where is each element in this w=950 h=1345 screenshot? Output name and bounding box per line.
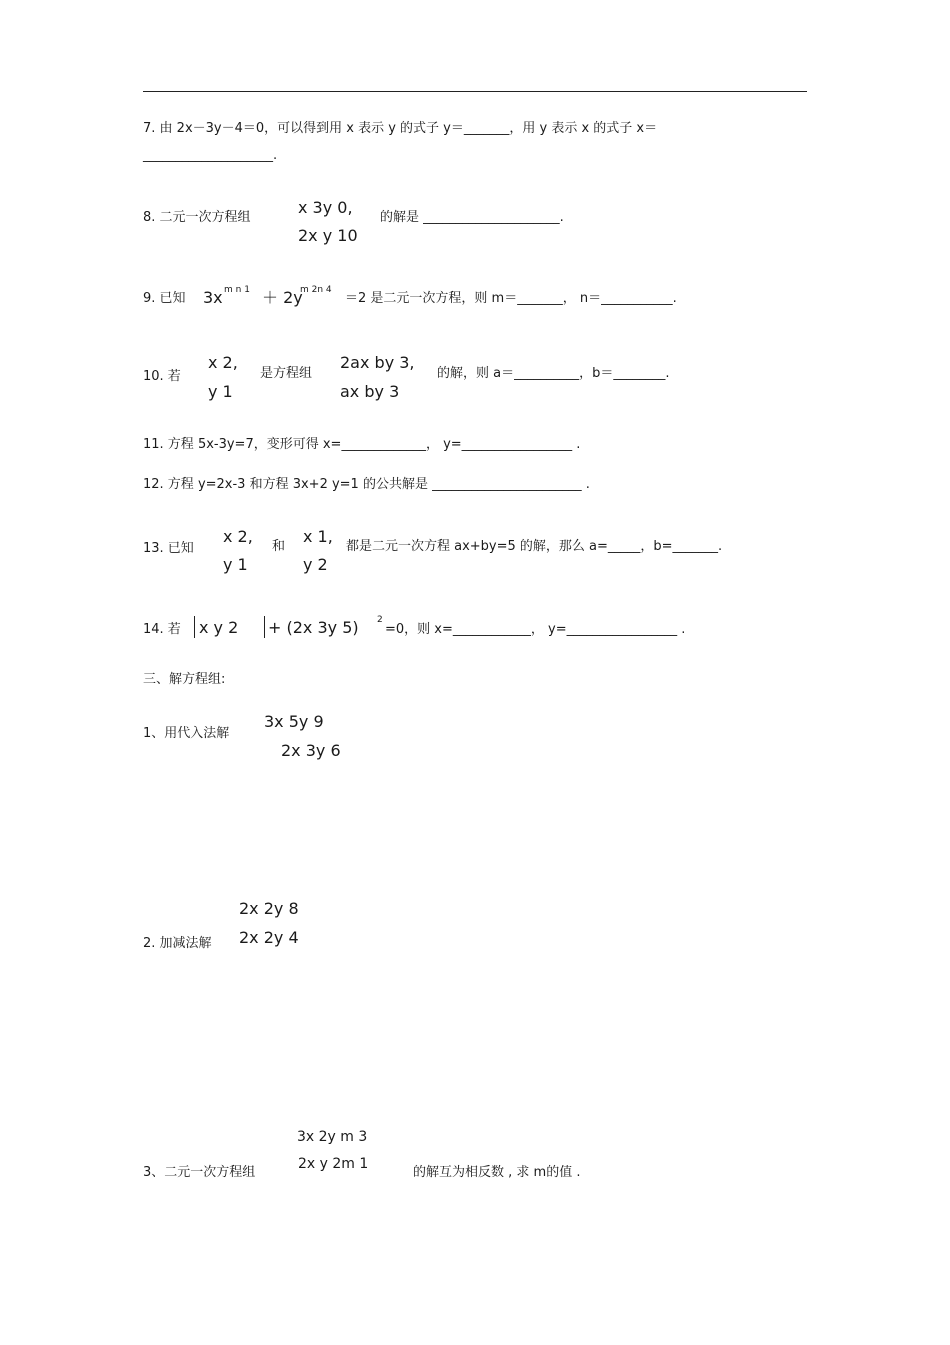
question-7-line2: ____________________. <box>143 148 278 163</box>
question-9-exponent-2: m 2n 4 <box>300 285 332 295</box>
absolute-value-bar-right <box>264 616 265 638</box>
question-13-solution-a-x: x 2, <box>223 527 253 546</box>
problem-1-equation-1: 3x 5y 9 <box>264 712 324 731</box>
question-10-prefix: 10. 若 <box>143 369 181 384</box>
question-10-solution-x: x 2, <box>208 353 238 372</box>
question-13-solution-b-x: x 1, <box>303 527 333 546</box>
question-8-suffix: 的解是 _____________________. <box>380 210 564 225</box>
question-13-solution-b-y: y 2 <box>303 555 328 574</box>
question-14-absolute-content: x y 2 <box>199 618 239 637</box>
question-13-solution-a-y: y 1 <box>223 555 248 574</box>
section-3-title: 三、解方程组: <box>143 672 226 687</box>
question-9-suffix: ＝2 是二元一次方程，则 m＝_______， n＝___________. <box>345 291 677 306</box>
problem-1-label: 1、用代入法解 <box>143 726 230 741</box>
question-14-square-term: + (2x 3y 5) <box>268 618 359 637</box>
question-9-term-1: 3x <box>203 288 223 307</box>
question-13-suffix: 都是二元一次方程 ax+by=5 的解，那么 a=_____，b=_______. <box>346 539 723 554</box>
problem-1-equation-2: 2x 3y 6 <box>281 741 341 760</box>
problem-3-equation-2: 2x y 2m 1 <box>298 1156 369 1172</box>
question-14-suffix: =0，则 x=____________， y=_________________ . <box>385 622 686 637</box>
question-13-and: 和 <box>272 539 286 554</box>
question-8-equation-1: x 3y 0, <box>298 198 353 217</box>
question-10-suffix: 的解，则 a＝__________，b＝________. <box>437 366 670 381</box>
problem-2-equation-2: 2x 2y 4 <box>239 928 299 947</box>
question-13-prefix: 13. 已知 <box>143 541 194 556</box>
question-8-equation-2: 2x y 10 <box>298 226 358 245</box>
question-12: 12. 方程 y=2x-3 和方程 3x+2 y=1 的公共解是 _______________________ . <box>143 477 590 492</box>
question-8-prefix: 8. 二元一次方程组 <box>143 210 251 225</box>
problem-2-equation-1: 2x 2y 8 <box>239 899 299 918</box>
question-9-exponent-1: m n 1 <box>224 285 250 295</box>
question-14-prefix: 14. 若 <box>143 622 181 637</box>
problem-3-equation-1: 3x 2y m 3 <box>297 1129 368 1145</box>
question-7-line1: 7. 由 2x－3y－4＝0，可以得到用 x 表示 y 的式子 y＝_______，用 y 表示 x 的式子 x＝ <box>143 121 658 136</box>
question-9-term-2: ＋ 2y <box>262 288 303 307</box>
problem-3-suffix: 的解互为相反数 , 求 m的值 . <box>413 1165 581 1180</box>
problem-3-label: 3、二元一次方程组 <box>143 1165 256 1180</box>
question-10-middle: 是方程组 <box>260 366 313 381</box>
header-rule <box>143 91 807 92</box>
question-10-system-2: ax by 3 <box>340 382 400 401</box>
problem-2-label: 2. 加减法解 <box>143 936 212 951</box>
absolute-value-bar-left <box>194 616 195 638</box>
question-9-prefix: 9. 已知 <box>143 291 186 306</box>
question-10-system-1: 2ax by 3, <box>340 353 415 372</box>
question-10-solution-y: y 1 <box>208 382 233 401</box>
question-14-exponent: 2 <box>377 615 383 625</box>
question-11: 11. 方程 5x-3y=7，变形可得 x=_____________， y=_________________ . <box>143 437 581 452</box>
